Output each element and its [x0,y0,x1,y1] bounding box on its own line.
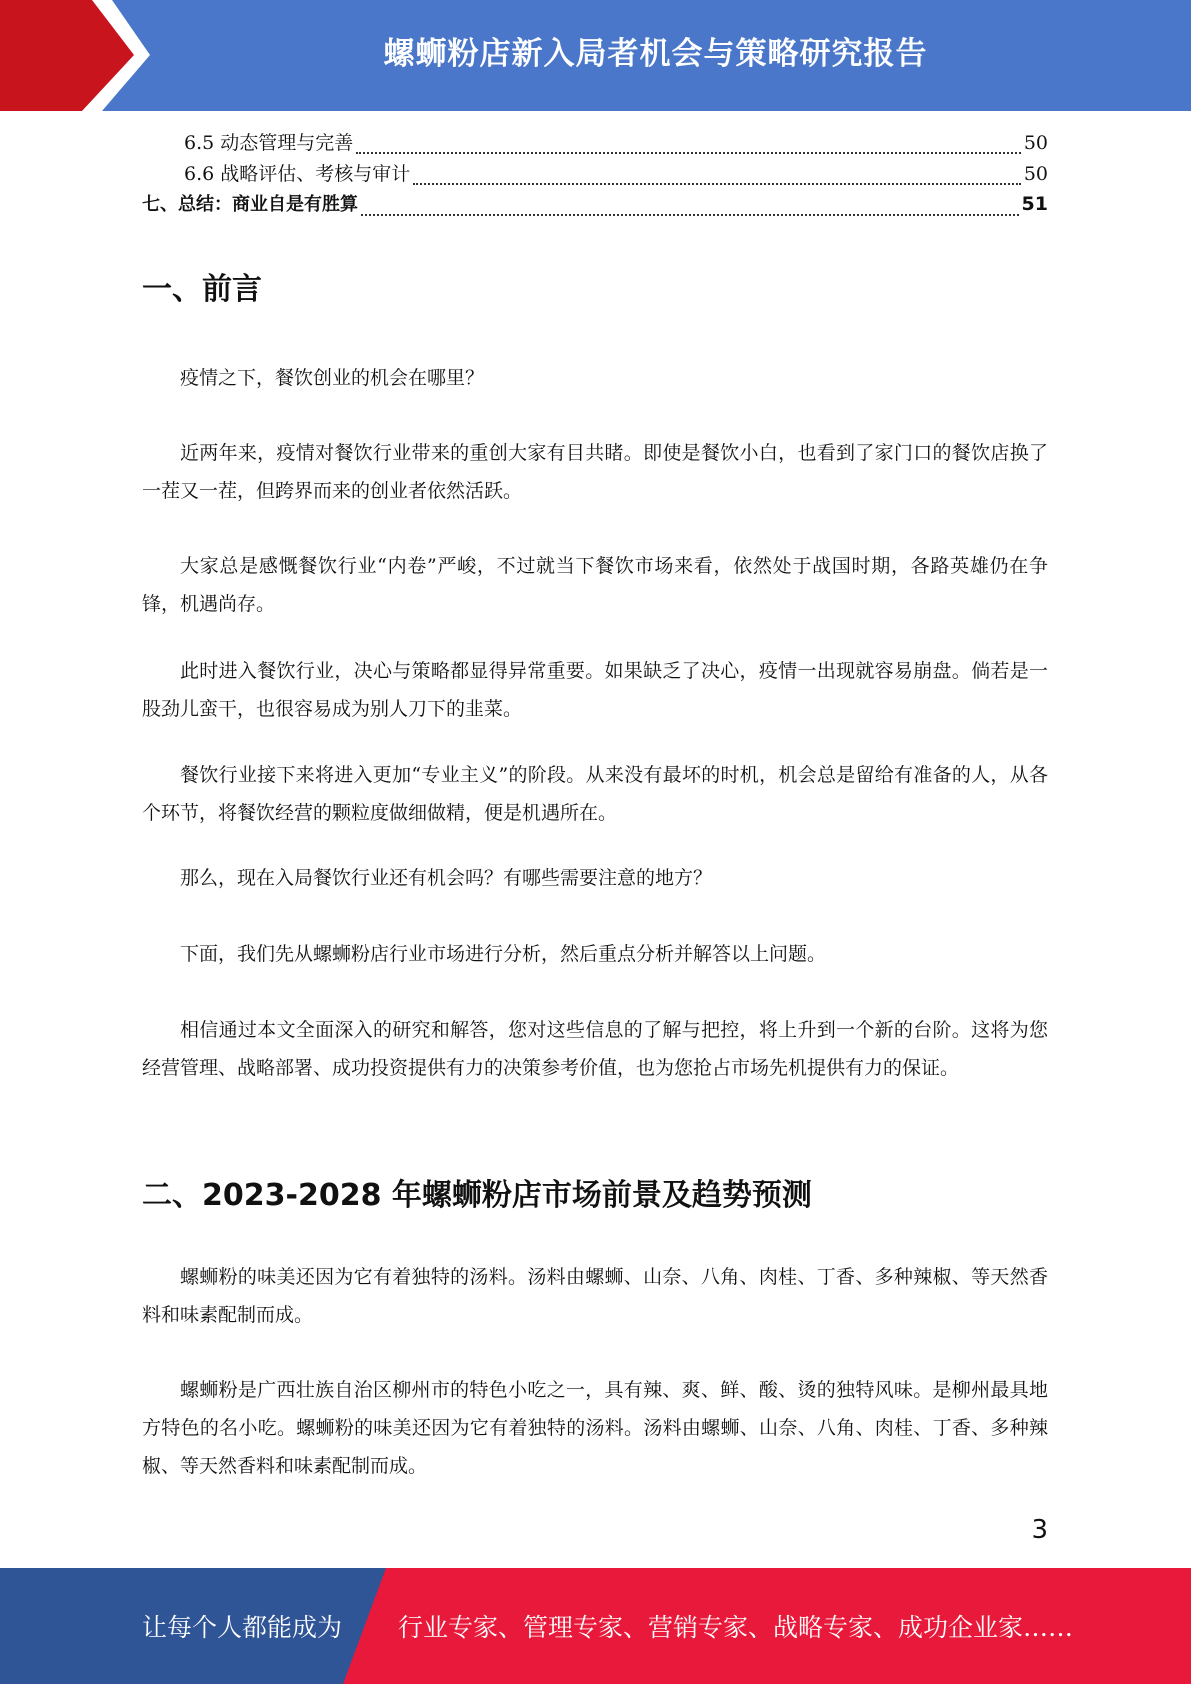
paragraph: 餐饮行业接下来将进入更加“专业主义”的阶段。从来没有最坏的时机，机会总是留给有准备的人，从各个环节，将餐饮经营的颗粒度做细做精，便是机遇所在。 [142,764,1048,824]
paragraph: 下面，我们先从螺蛳粉店行业市场进行分析，然后重点分析并解答以上问题。 [180,943,827,965]
paragraph: 螺蛳粉是广西壮族自治区柳州市的特色小吃之一，具有辣、爽、鲜、酸、烫的独特风味。是柳州最具地方特色的名小吃。螺蛳粉的味美还因为它有着独特的汤料。汤料由螺蛳、山奈、八角、肉桂、丁香、多种辣椒、等天然香料和味素配制而成。 [142,1379,1048,1477]
toc-entry[interactable] [142,190,1048,221]
toc-leader-dots [356,152,1021,154]
footer-slogan-right: 行业专家、管理专家、营销专家、战略专家、成功企业家…… [398,1613,1074,1642]
section-heading: 一、前言 [142,272,262,307]
toc-entry-page: 50 [1023,132,1048,154]
toc-entry[interactable] [142,159,1048,190]
header-red-arrow [0,0,160,111]
toc-leader-dots [361,214,1019,216]
table-of-contents [142,128,1048,221]
toc-entry[interactable] [142,128,1048,159]
page-number: 3 [1031,1515,1048,1545]
toc-entry-label: 七、总结：商业自是有胜算 [142,194,358,215]
paragraph: 疫情之下，餐饮创业的机会在哪里？ [180,367,485,389]
paragraph: 近两年来，疫情对餐饮行业带来的重创大家有目共睹。即使是餐饮小白，也看到了家门口的餐饮店换了一茬又一茬，但跨界而来的创业者依然活跃。 [142,442,1048,502]
paragraph: 相信通过本文全面深入的研究和解答，您对这些信息的了解与把控，将上升到一个新的台阶。这将为您经营管理、战略部署、成功投资提供有力的决策参考价值，也为您抢占市场先机提供有力的保证。 [142,1019,1048,1079]
toc-entry-label: 6.5 动态管理与完善 [184,132,354,154]
header-banner [0,0,1191,111]
report-title: 螺蛳粉店新入局者机会与策略研究报告 [383,35,928,72]
footer-slogan-left: 让每个人都能成为 [142,1613,343,1642]
footer-banner [0,1568,1191,1684]
paragraph: 大家总是感慨餐饮行业“内卷”严峻，不过就当下餐饮市场来看，依然处于战国时期，各路英雄仍在争锋，机遇尚存。 [142,555,1048,615]
toc-entry-page: 51 [1021,193,1048,215]
toc-leader-dots [413,183,1021,185]
paragraph: 螺蛳粉的味美还因为它有着独特的汤料。汤料由螺蛳、山奈、八角、肉桂、丁香、多种辣椒、等天然香料和味素配制而成。 [142,1266,1048,1326]
paragraph: 此时进入餐饮行业，决心与策略都显得异常重要。如果缺乏了决心，疫情一出现就容易崩盘。倘若是一股劲儿蛮干，也很容易成为别人刀下的韭菜。 [142,660,1048,720]
section-heading: 二、2023-2028 年螺蛳粉店市场前景及趋势预测 [142,1178,812,1213]
toc-entry-label: 6.6 战略评估、考核与审计 [184,163,411,185]
paragraph: 那么，现在入局餐饮行业还有机会吗？有哪些需要注意的地方？ [180,867,713,889]
toc-entry-page: 50 [1023,163,1048,185]
